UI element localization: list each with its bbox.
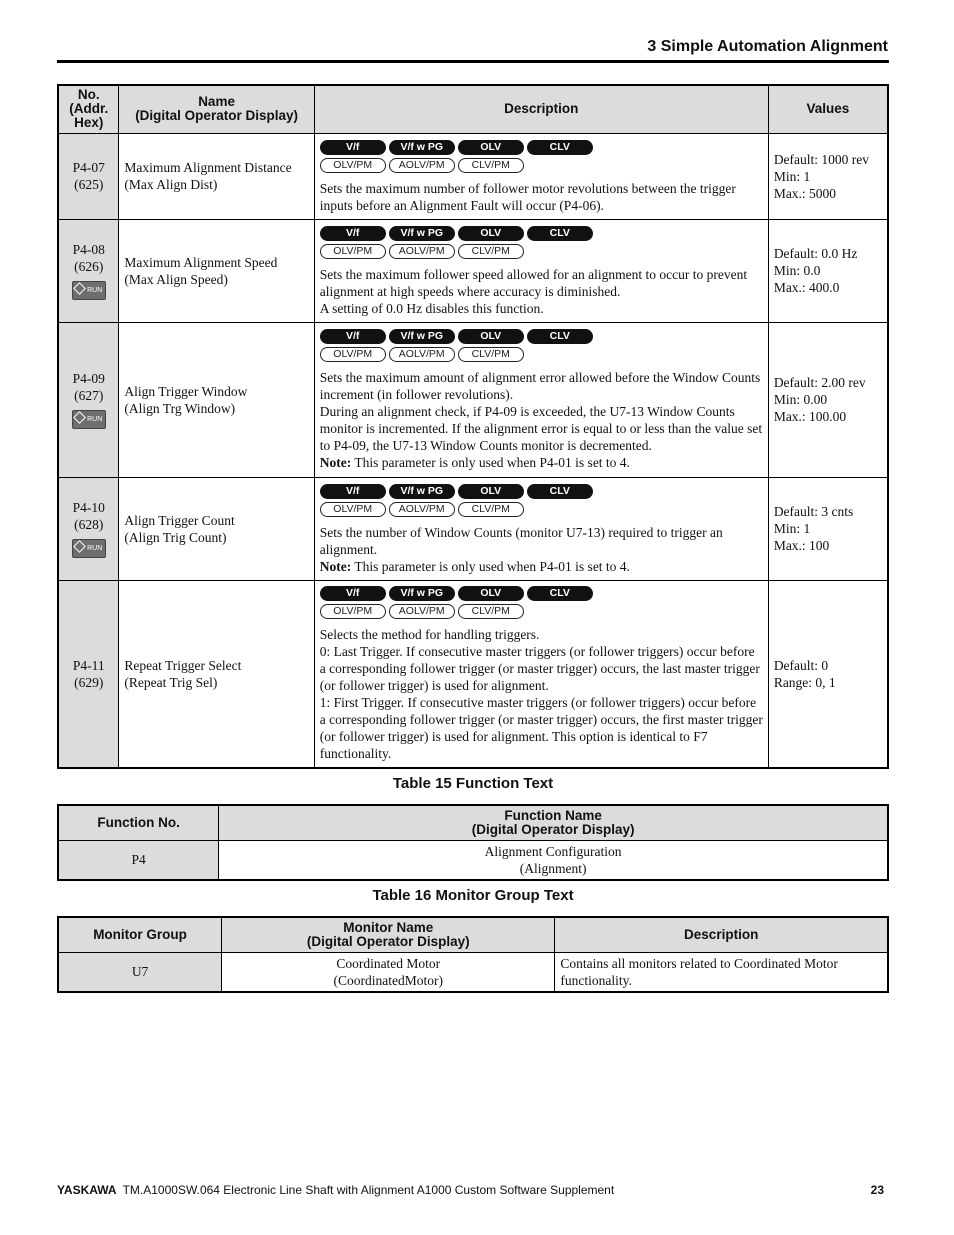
badge-aolv-pm: AOLV/PM (389, 347, 455, 362)
header-name: Name (Digital Operator Display) (119, 85, 314, 133)
badge-clv-pm: CLV/PM (458, 502, 524, 517)
header-description: Description (555, 917, 888, 952)
monitor-name-cell: Coordinated Motor (CoordinatedMotor) (222, 952, 555, 992)
control-mode-badges (320, 140, 764, 155)
description-text: Sets the maximum amount of alignment error allowed before the Window Counts increment (in follower revolutions). (319, 370, 761, 402)
param-number-cell: P4-09 (627) RUN (58, 322, 119, 477)
param-description-cell (314, 133, 768, 219)
parameter-table (57, 84, 889, 769)
document-title: TM.A1000SW.064 Electronic Line Shaft with Alignment A1000 Custom Software Supplement (122, 1183, 615, 1197)
badge-olv: OLV (458, 329, 524, 344)
badge-clv: CLV (527, 484, 593, 499)
table-row (58, 133, 888, 219)
badge-aolv-pm: AOLV/PM (389, 244, 455, 259)
param-values-cell: Default: 3 cnts Min: 1 Max.: 100 (768, 477, 888, 580)
badge-clv: CLV (527, 140, 593, 155)
description-text: Sets the maximum number of follower motor revolutions between the trigger inputs before an Alignment Fault will occur (P4-06). (319, 180, 736, 213)
badge-aolv-pm: AOLV/PM (389, 158, 455, 173)
badge-olv-pm: OLV/PM (320, 158, 386, 173)
badge-vf-pg: V/f w PG (389, 586, 455, 601)
run-icon: RUN (72, 410, 106, 429)
function-text-table (57, 804, 889, 881)
function-name-cell: Alignment Configuration (Alignment) (219, 840, 888, 880)
badge-olv-pm: OLV/PM (320, 502, 386, 517)
badge-olv: OLV (458, 484, 524, 499)
control-mode-badges (320, 329, 764, 344)
param-number-cell: P4-07 (625) (58, 133, 119, 219)
badge-vf: V/f (320, 226, 386, 241)
badge-aolv-pm: AOLV/PM (389, 604, 455, 619)
badge-olv-pm: OLV/PM (320, 244, 386, 259)
description-text: A setting of 0.0 Hz disables this function. (319, 300, 544, 316)
control-mode-badges-pm (320, 502, 764, 517)
table-caption: Table 16 Monitor Group Text (372, 887, 574, 904)
control-mode-badges-pm (320, 158, 764, 173)
description-text: During an alignment check, if P4-09 is exceeded, the U7-13 Window Counts monitor is incremented. If the alignment error is equal to or less than the value set to P4-09, the U7-13 Window Counts monitor is decremented. (319, 404, 763, 453)
badge-clv: CLV (527, 329, 593, 344)
badge-olv: OLV (458, 140, 524, 155)
badge-clv-pm: CLV/PM (458, 347, 524, 362)
badge-vf-pg: V/f w PG (389, 140, 455, 155)
section-title: 3 Simple Automation Alignment (647, 38, 888, 55)
badge-clv-pm: CLV/PM (458, 604, 524, 619)
param-name-cell: Align Trigger Count (Align Trig Count) (119, 477, 314, 580)
badge-aolv-pm: AOLV/PM (389, 502, 455, 517)
header-function-no: Function No. (58, 805, 219, 840)
note-text: Note: This parameter is only used when P4-01 is set to 4. (319, 455, 630, 470)
badge-olv: OLV (458, 226, 524, 241)
table-row (58, 322, 888, 477)
param-description-cell (314, 477, 768, 580)
badge-vf: V/f (320, 586, 386, 601)
badge-olv-pm: OLV/PM (320, 347, 386, 362)
badge-vf: V/f (320, 484, 386, 499)
badge-vf-pg: V/f w PG (389, 226, 455, 241)
badge-vf: V/f (320, 329, 386, 344)
badge-olv-pm: OLV/PM (320, 604, 386, 619)
table-row (58, 580, 888, 768)
parameter-table-header (58, 85, 888, 133)
monitor-table-header (58, 917, 888, 952)
description-text: 0: Last Trigger. If consecutive master triggers (or follower triggers) occur before a corresponding follower trigger (or master trigger) occurs, the last master trigger (or follower trigger) is used for alignment. (319, 644, 760, 694)
function-no-cell: P4 (58, 840, 219, 880)
param-name-cell: Align Trigger Window (Align Trg Window) (119, 322, 314, 477)
param-values-cell: Default: 0.0 Hz Min: 0.0 Max.: 400.0 (768, 219, 888, 322)
param-description-cell (314, 580, 768, 768)
table-row (58, 219, 888, 322)
header-function-name: Function Name (Digital Operator Display) (219, 805, 888, 840)
table-row (58, 840, 888, 880)
header-monitor-name: Monitor Name (Digital Operator Display) (222, 917, 555, 952)
header-rule (57, 60, 889, 63)
control-mode-badges (320, 484, 764, 499)
badge-vf: V/f (320, 140, 386, 155)
table-row (58, 952, 888, 992)
control-mode-badges-pm (320, 604, 764, 619)
page-footer (57, 1183, 884, 1197)
run-icon: RUN (72, 281, 106, 300)
description-text: Selects the method for handling triggers. (319, 627, 540, 643)
monitor-description-cell: Contains all monitors related to Coordinated Motor functionality. (555, 952, 888, 992)
badge-clv: CLV (527, 586, 593, 601)
description-text: Sets the number of Window Counts (monitor U7-13) required to trigger an alignment. (319, 524, 723, 557)
control-mode-badges-pm (320, 347, 764, 362)
badge-clv-pm: CLV/PM (458, 244, 524, 259)
table-caption: Table 15 Function Text (392, 775, 554, 792)
description-text: Sets the maximum follower speed allowed for an alignment to occur to prevent alignment at high speeds where accuracy is diminished. (319, 266, 748, 299)
run-icon: RUN (72, 539, 106, 558)
header-monitor-group: Monitor Group (58, 917, 222, 952)
monitor-group-cell: U7 (58, 952, 222, 992)
param-values-cell: Default: 2.00 rev Min: 0.00 Max.: 100.00 (768, 322, 888, 477)
header-description: Description (314, 85, 768, 133)
badge-vf-pg: V/f w PG (389, 484, 455, 499)
header-no: No. (Addr. Hex) (58, 85, 119, 133)
badge-olv: OLV (458, 586, 524, 601)
param-name-cell: Maximum Alignment Speed (Max Align Speed) (119, 219, 314, 322)
param-number-cell: P4-11 (629) (58, 580, 119, 768)
badge-clv: CLV (527, 226, 593, 241)
note-text: Note: This parameter is only used when P4-01 is set to 4. (319, 558, 630, 574)
param-description-cell (314, 322, 768, 477)
param-number-cell: P4-08 (626) RUN (58, 219, 119, 322)
description-text: 1: First Trigger. If consecutive master triggers (or follower triggers) occur before a corresponding follower trigger (or master trigger) occurs, the first master trigger (or follower trigger) is used for alignment. This option is identical to F7 functionality. (319, 695, 763, 762)
monitor-group-table (57, 916, 889, 993)
badge-clv-pm: CLV/PM (458, 158, 524, 173)
param-values-cell: Default: 1000 rev Min: 1 Max.: 5000 (768, 133, 888, 219)
badge-vf-pg: V/f w PG (389, 329, 455, 344)
function-table-header (58, 805, 888, 840)
brand-name: YASKAWA (57, 1183, 117, 1197)
param-description-cell (314, 219, 768, 322)
control-mode-badges (320, 226, 764, 241)
header-values: Values (768, 85, 888, 133)
control-mode-badges-pm (320, 244, 764, 259)
param-number-cell: P4-10 (628) RUN (58, 477, 119, 580)
control-mode-badges (320, 586, 764, 601)
table-row (58, 477, 888, 580)
param-values-cell: Default: 0 Range: 0, 1 (768, 580, 888, 768)
page-number: 23 (870, 1183, 884, 1197)
param-name-cell: Maximum Alignment Distance (Max Align Dist) (119, 133, 314, 219)
param-name-cell: Repeat Trigger Select (Repeat Trig Sel) (119, 580, 314, 768)
